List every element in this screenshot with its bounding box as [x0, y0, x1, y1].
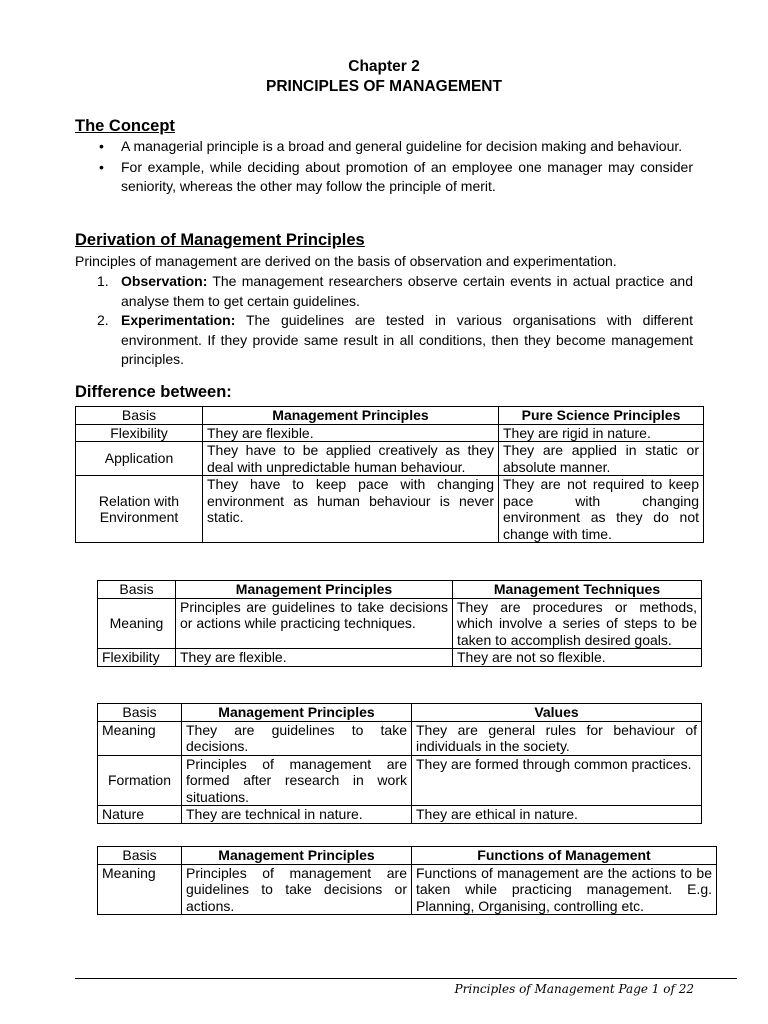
list-item: • A managerial principle is a broad and general guideline for decision making and behaviour. — [97, 137, 693, 157]
difference-heading: Difference between: — [75, 383, 232, 401]
table-cell: They are flexible. — [203, 424, 499, 442]
list-item: 1. Observation: The management researchers observe certain events in actual practice and analyse them to get certain guidelines. — [97, 273, 693, 309]
table-cell: They are flexible. — [176, 649, 453, 667]
table-principles-vs-pure-science — [75, 406, 704, 543]
table-cell: They have to be applied creatively as they deal with unpredictable human behaviour. — [203, 442, 499, 476]
table-cell: They are not so flexible. — [453, 649, 702, 667]
table-principles-vs-techniques — [97, 580, 702, 667]
derivation-list — [97, 272, 693, 370]
table-row — [76, 424, 704, 442]
page-title: PRINCIPLES OF MANAGEMENT — [266, 78, 502, 95]
derivation-intro: Principles of management are derived on the basis of observation and experimentation. — [75, 253, 617, 269]
table-header-row — [98, 704, 702, 722]
table-cell: They are general rules for behaviour of individuals in the society. — [412, 721, 702, 755]
list-item: • For example, while deciding about promotion of an employee one manager may consider seniority, whereas the other may follow the principle of merit. — [99, 158, 693, 194]
column-header: Values — [412, 704, 702, 722]
list-item: 2. Experimentation: The guidelines are tested in various organisations with different environment. If they provide same result in all conditions, then they become management principles. — [97, 312, 693, 367]
table-cell: Relation with Environment — [76, 476, 203, 543]
table-cell: Formation — [98, 755, 182, 806]
page-footer: Principles of Management Page 1 of 22 — [454, 982, 694, 996]
column-header: Management Principles — [182, 704, 412, 722]
table-row — [76, 442, 704, 476]
table-cell: Flexibility — [76, 424, 203, 442]
bullet-icon: • — [99, 158, 104, 175]
column-header: Management Techniques — [453, 581, 702, 599]
table-row — [76, 476, 704, 543]
column-header: Functions of Management — [412, 847, 717, 865]
concept-bullet-list — [97, 137, 693, 198]
table-cell: They are procedures or methods, which involve a series of steps to be taken to accomplish desired goals. — [453, 598, 702, 649]
table-header-row — [98, 847, 717, 865]
table-cell: They are formed through common practices. — [412, 755, 702, 806]
table-principles-vs-functions — [97, 846, 717, 915]
table-row — [98, 755, 702, 806]
table-cell: Principles of management are guidelines to take decisions or actions. — [182, 864, 412, 915]
bullet-icon: • — [99, 138, 104, 154]
table-cell: Flexibility — [98, 649, 176, 667]
table-cell: They are rigid in nature. — [499, 424, 704, 442]
table-row — [98, 864, 717, 915]
table-row — [98, 598, 702, 649]
table-cell: Functions of management are the actions to be taken while practicing management. E.g. Planning, Organising, controlling etc. — [412, 864, 717, 915]
column-header: Management Principles — [203, 407, 499, 425]
table-cell: Meaning — [98, 864, 182, 915]
table-row — [98, 806, 702, 824]
footer-divider — [75, 978, 737, 979]
table-header-row — [76, 407, 704, 425]
column-header: Basis — [98, 704, 182, 722]
column-header: Basis — [98, 847, 182, 865]
chapter-number: Chapter 2 — [348, 58, 420, 75]
table-cell: Principles are guidelines to take decisions or actions while practicing techniques. — [176, 598, 453, 649]
table-cell: Application — [76, 442, 203, 476]
table-cell: They are guidelines to take decisions. — [182, 721, 412, 755]
derivation-heading: Derivation of Management Principles — [75, 231, 365, 249]
table-principles-vs-values — [97, 703, 702, 824]
column-header: Pure Science Principles — [499, 407, 704, 425]
table-cell: Nature — [98, 806, 182, 824]
table-cell: Principles of management are formed after research in work situations. — [182, 755, 412, 806]
table-cell: They are applied in static or absolute manner. — [499, 442, 704, 476]
table-cell: Meaning — [98, 721, 182, 755]
column-header: Management Principles — [176, 581, 453, 599]
column-header: Basis — [76, 407, 203, 425]
column-header: Management Principles — [182, 847, 412, 865]
table-cell: They are ethical in nature. — [412, 806, 702, 824]
column-header: Basis — [98, 581, 176, 599]
concept-heading: The Concept — [75, 117, 175, 135]
table-cell: They are technical in nature. — [182, 806, 412, 824]
table-cell: They are not required to keep pace with changing environment as they do not change with time. — [499, 476, 704, 543]
table-cell: Meaning — [98, 598, 176, 649]
table-row — [98, 721, 702, 755]
table-row — [98, 649, 702, 667]
table-cell: They have to keep pace with changing environment as human behaviour is never static. — [203, 476, 499, 543]
table-header-row — [98, 581, 702, 599]
